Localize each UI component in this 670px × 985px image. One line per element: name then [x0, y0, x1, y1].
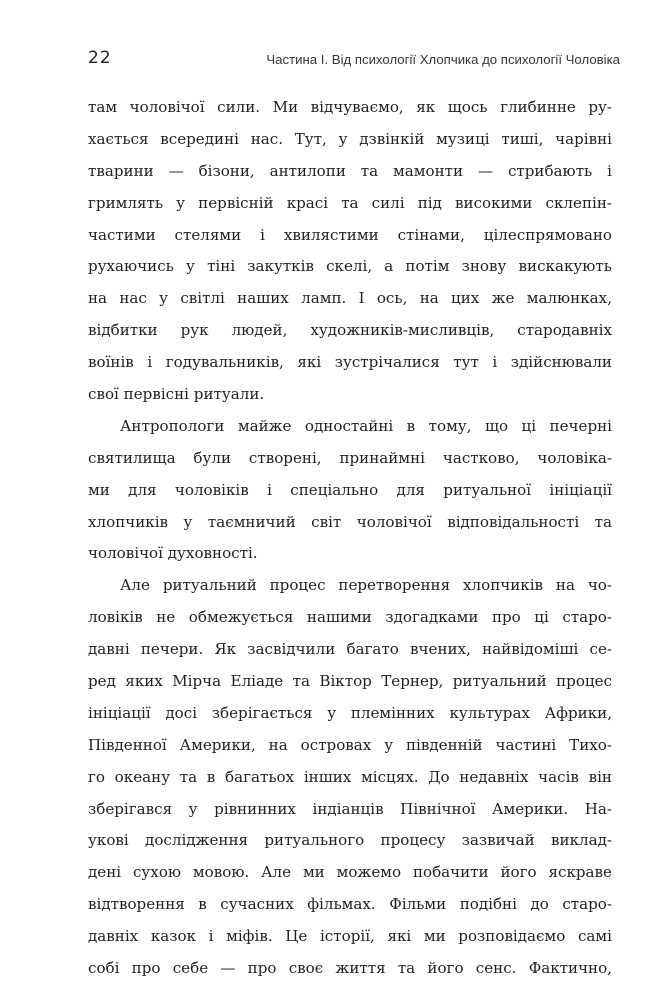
text-line: зберігався у рівнинних індіанців Північної Америки. На-: [88, 799, 612, 818]
text-line: го океану та в багатьох інших місцях. До недавніх часів він: [88, 767, 612, 786]
text-line: відтворення в сучасних фільмах. Фільми подібні до старо-: [88, 895, 612, 914]
text-line: відбитки рук людей, художників-мисливців, стародавніх: [88, 321, 612, 340]
text-line: воїнів і годувальників, які зустрічалися тут і здійснювали: [88, 353, 612, 372]
text-line: свої первісні ритуали.: [88, 385, 265, 404]
text-line: там чоловічої сили. Ми відчуваємо, як щось глибинне ру-: [88, 98, 612, 116]
text-line: дені сухою мовою. Але ми можемо побачити його яскраве: [88, 863, 612, 882]
text-line: давніх казок і міфів. Це історії, які ми розповідаємо самі: [88, 927, 612, 946]
running-head: Частина І. Від психології Хлопчика до психології Чоловіка: [266, 52, 620, 67]
text-line: Але ритуальний процес перетворення хлопчиків на чо-: [120, 576, 612, 595]
text-line: ініціації досі зберігається у племінних культурах Африки,: [88, 703, 612, 722]
page-header: [88, 44, 620, 72]
text-line: чоловічої духовності.: [88, 544, 258, 563]
text-line: Південної Америки, на островах у південній частині Тихо-: [88, 735, 612, 754]
text-line: на нас у світлі наших ламп. І ось, на цих же малюнках,: [88, 289, 612, 308]
text-line: ред яких Мірча Еліаде та Віктор Тернер, ритуальний процес: [88, 672, 612, 691]
text-line: укові дослідження ритуального процесу зазвичай виклад-: [88, 831, 612, 850]
text-line: хається всередині нас. Тут, у дзвінкій музиці тиші, чарівні: [88, 129, 612, 148]
text-line: собі про себе — про своє життя та його сенс. Фактично,: [88, 959, 612, 978]
text-line: рухаючись у тіні закутків скелі, а потім знову вискакують: [88, 257, 612, 276]
text-line: ловіків не обмежується нашими здогадками про ці старо-: [88, 608, 612, 627]
text-line: давні печери. Як засвідчили багато вчених, найвідоміші се-: [88, 640, 612, 659]
body-text: [88, 92, 612, 985]
text-line: тварини — бізони, антилопи та мамонти — стрибають і: [88, 161, 612, 180]
text-line: святилища були створені, принаймні частково, чоловіка-: [88, 448, 612, 467]
text-line: Антропологи майже одностайні в тому, що ці печерні: [120, 416, 612, 435]
page-number: 22: [88, 48, 112, 68]
text-line: частими стелями і хвилястими стінами, цілеспрямовано: [88, 225, 612, 244]
text-line: гримлять у первісній красі та силі під високими склепін-: [88, 193, 612, 212]
text-line: хлопчиків у таємничий світ чоловічої відповідальності та: [88, 512, 612, 531]
text-line: ми для чоловіків і спеціально для ритуальної ініціації: [88, 480, 612, 499]
